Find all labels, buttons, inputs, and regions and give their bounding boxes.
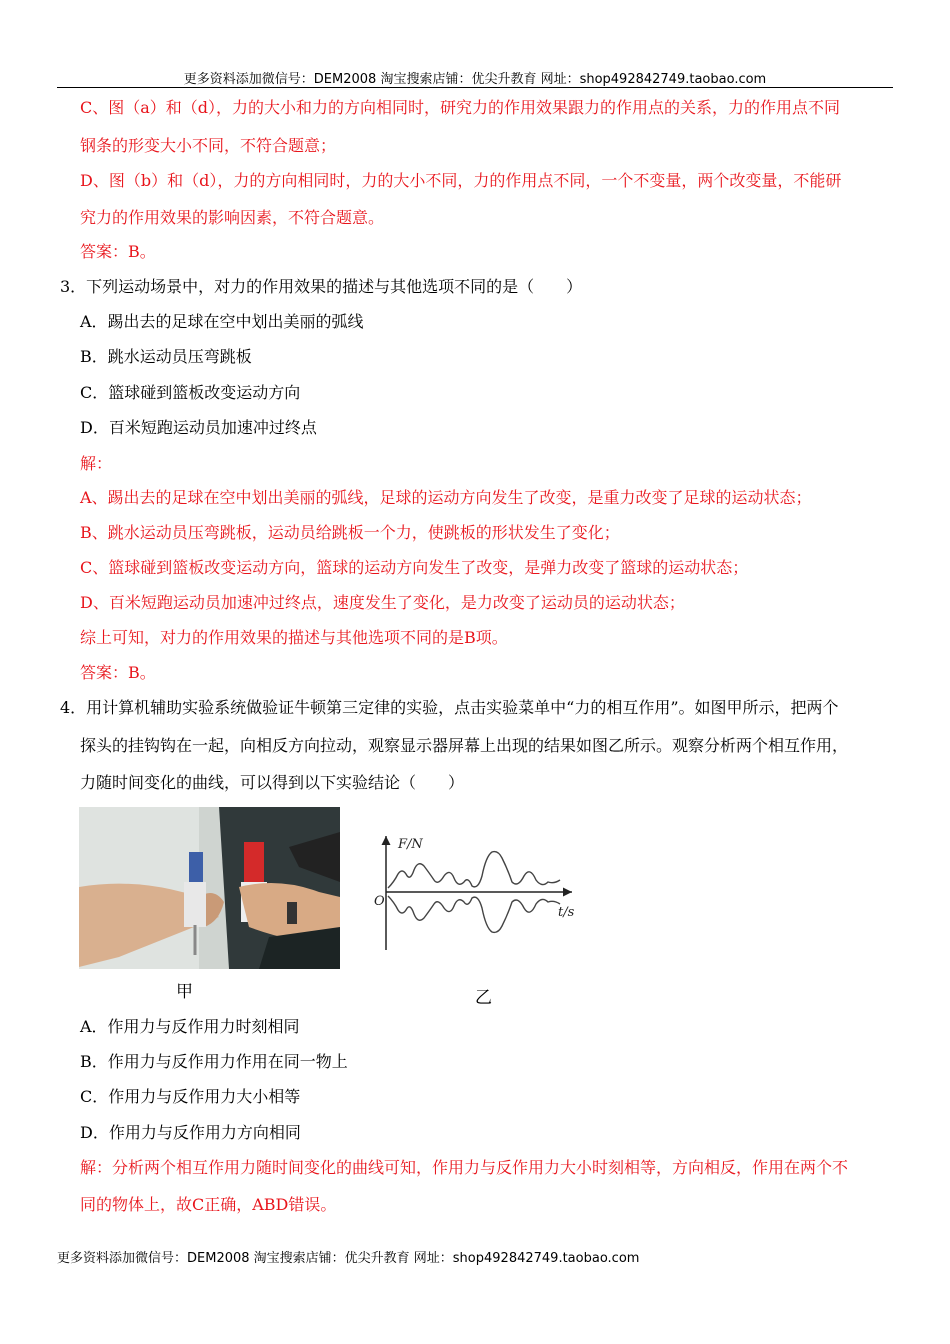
question-3: 3．下列运动场景中，对力的作用效果的描述与其他选项不同的是（ ） (60, 277, 583, 296)
question-4-cont: 力随时间变化的曲线，可以得到以下实验结论（ ） (80, 773, 465, 792)
text-line: 究力的作用效果的影响因素，不符合题意。 (80, 208, 385, 227)
y-axis-label: F/N (398, 837, 423, 852)
option-b: B．跳水运动员压弯跳板 (80, 347, 252, 366)
solution-line: D、百米短跑运动员加速冲过终点，速度发生了变化，是力改变了运动员的运动状态； (80, 593, 685, 612)
x-axis-label: t/s (558, 905, 575, 920)
solution-line: 综上可知，对力的作用效果的描述与其他选项不同的是B项。 (80, 628, 508, 647)
question-4-cont: 探头的挂钩钩在一起，向相反方向拉动，观察显示器屏幕上出现的结果如图乙所示。观察分析两个相互作用， (80, 736, 849, 755)
experiment-photo (79, 807, 340, 969)
page-footer: 更多资料添加微信号：DEM2008 淘宝搜索店铺：优尖升教育 网址：shop492842749.taobao.com (57, 1251, 640, 1266)
option-c: C．作用力与反作用力大小相等 (80, 1087, 301, 1106)
option-a: A．作用力与反作用力时刻相同 (80, 1017, 300, 1036)
solution-line: B、跳水运动员压弯跳板，运动员给跳板一个力，使跳板的形状发生了变化； (80, 523, 620, 542)
header-divider (57, 87, 893, 88)
graph-caption: 乙 (475, 988, 492, 1008)
option-d: D．百米短跑运动员加速冲过终点 (80, 418, 317, 437)
photo-caption: 甲 (176, 982, 193, 1002)
force-time-graph (372, 830, 582, 960)
option-d: D．作用力与反作用力方向相同 (80, 1123, 301, 1142)
option-c: C．篮球碰到篮板改变运动方向 (80, 383, 301, 402)
solution-line: C、篮球碰到篮板改变运动方向，篮球的运动方向发生了改变，是弹力改变了篮球的运动状态； (80, 558, 749, 577)
origin-label: O (374, 894, 385, 909)
page-header: 更多资料添加微信号：DEM2008 淘宝搜索店铺：优尖升教育 网址：shop492842749.taobao.com (183, 72, 767, 87)
text-line: C、图（a）和（d），力的大小和力的方向相同时，研究力的作用效果跟力的作用点的关系，力的作用点不同 (80, 98, 841, 117)
reaction-force-curve (388, 896, 560, 932)
text-line: 钢条的形变大小不同，不符合题意； (80, 136, 337, 155)
question-4: 4．用计算机辅助实验系统做验证牛顿第三定律的实验，点击实验菜单中“力的相互作用”。如图甲所示，把两个 (60, 698, 839, 717)
solution-line: 同的物体上，故C正确，ABD错误。 (80, 1195, 337, 1214)
answer-line: 答案：B。 (80, 663, 156, 682)
solution-label: 解： (80, 454, 113, 473)
solution-line: 解：分析两个相互作用力随时间变化的曲线可知，作用力与反作用力大小时刻相等，方向相反，作用在两个不 (80, 1158, 849, 1177)
action-force-curve (388, 852, 560, 888)
text-line: D、图（b）和（d），力的方向相同时，力的大小不同，力的作用点不同，一个不变量，两个改变量，不能研 (80, 171, 842, 190)
solution-line: A、踢出去的足球在空中划出美丽的弧线，足球的运动方向发生了改变，是重力改变了足球的运动状态； (80, 488, 812, 507)
answer-line: 答案：B。 (80, 242, 156, 261)
option-a: A．踢出去的足球在空中划出美丽的弧线 (80, 312, 364, 331)
option-b: B．作用力与反作用力作用在同一物上 (80, 1052, 348, 1071)
